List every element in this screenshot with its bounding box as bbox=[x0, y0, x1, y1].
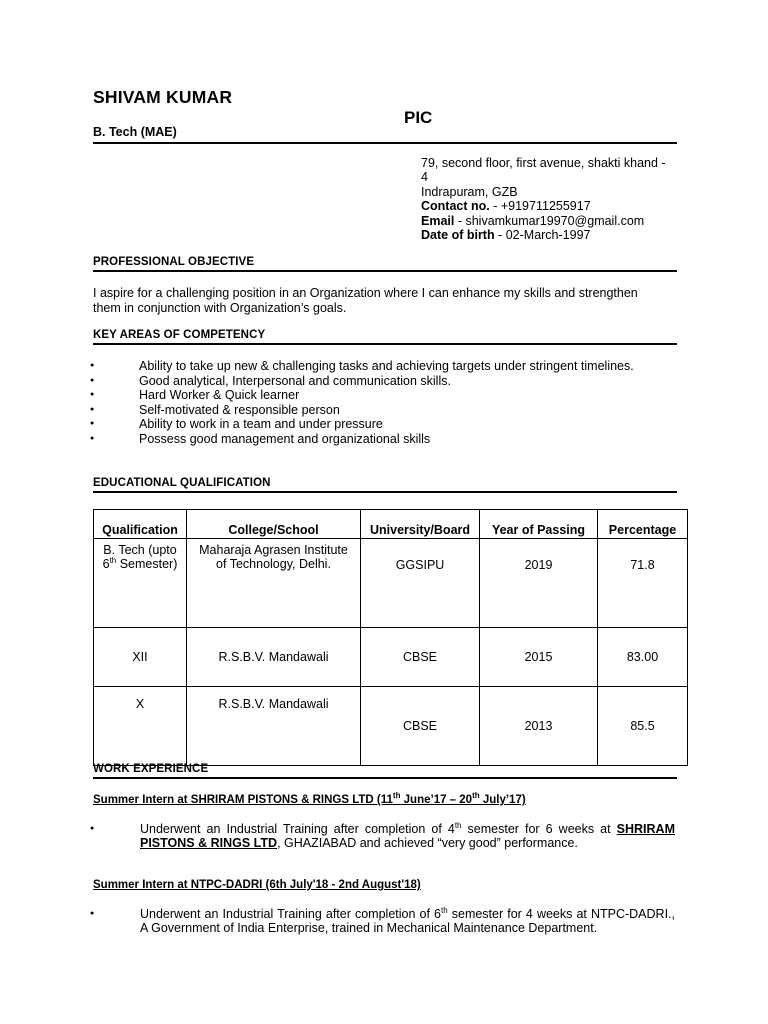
description-part: , GHAZIABAD and achieved “very good” performance. bbox=[277, 836, 578, 851]
semester-number: 6 bbox=[102, 557, 110, 571]
description-part: semester for 4 weeks at NTPC-DADRI., A Government of India Enterprise, trained in Mechanical Maintenance Department. bbox=[140, 907, 675, 936]
board-cell: GGSIPU bbox=[361, 539, 480, 628]
education-table bbox=[93, 509, 688, 766]
address-line: 4 bbox=[421, 170, 428, 185]
description-part: Underwent an Industrial Training after completion of 4 bbox=[140, 822, 455, 836]
degree-label: B. Tech (MAE) bbox=[93, 125, 177, 139]
dob-label: Date of birth bbox=[421, 228, 495, 243]
column-header: College/School bbox=[187, 510, 361, 539]
qualification-cell: X bbox=[94, 687, 187, 766]
column-header: Year of Passing bbox=[480, 510, 598, 539]
percentage-cell: 83.00 bbox=[598, 628, 688, 687]
description-part: semester for 6 weeks at bbox=[461, 822, 617, 836]
qualification-line bbox=[97, 557, 183, 571]
competency-list bbox=[93, 359, 634, 447]
table-row bbox=[94, 687, 688, 766]
phone-label: Contact no. bbox=[421, 199, 490, 214]
section-divider bbox=[93, 491, 677, 493]
year-cell: 2019 bbox=[480, 539, 598, 628]
ordinal-suffix: th bbox=[472, 791, 480, 801]
job-title-ntpc: Summer Intern at NTPC-DADRI (6th July'18 - 2nd August'18) bbox=[93, 879, 421, 891]
job-description-shriram bbox=[90, 820, 675, 851]
list-item: ● Possess good management and organizational skills bbox=[93, 432, 634, 447]
ordinal-suffix: th bbox=[440, 905, 448, 915]
job-description-text bbox=[140, 822, 675, 851]
table-header-row bbox=[94, 510, 688, 539]
college-cell: R.S.B.V. Mandawali bbox=[187, 687, 361, 766]
list-item: ● Good analytical, Interpersonal and communication skills. bbox=[93, 374, 634, 389]
percentage-cell: 71.8 bbox=[598, 539, 688, 628]
phone-value: - +919711255917 bbox=[489, 199, 591, 214]
table-row bbox=[94, 628, 688, 687]
year-cell: 2015 bbox=[480, 628, 598, 687]
section-heading-work: WORK EXPERIENCE bbox=[93, 763, 209, 775]
dob-value: - 02-March-1997 bbox=[494, 228, 591, 243]
email-label: Email bbox=[421, 213, 455, 228]
ordinal-suffix: th bbox=[454, 820, 462, 830]
college-cell: R.S.B.V. Mandawali bbox=[187, 628, 361, 687]
company-name: SHRIRAM PISTONS & RINGS LTD bbox=[140, 822, 675, 851]
bullet-icon: ● bbox=[90, 910, 95, 917]
section-divider bbox=[93, 343, 677, 345]
qualification-cell bbox=[94, 539, 187, 628]
photo-placeholder-label: PIC bbox=[404, 108, 433, 127]
job-title-part: Summer Intern at SHRIRAM PISTONS & RINGS LTD (11 bbox=[93, 794, 393, 806]
list-item: ● Ability to work in a team and under pressure bbox=[93, 417, 634, 432]
column-header: University/Board bbox=[361, 510, 480, 539]
bullet-icon: ● bbox=[90, 825, 95, 832]
section-heading-competency: KEY AREAS OF COMPETENCY bbox=[93, 329, 266, 341]
list-item: ● Ability to take up new & challenging tasks and achieving targets under stringent timelines. bbox=[93, 359, 634, 374]
job-title-part: July’17) bbox=[479, 794, 526, 806]
year-cell: 2013 bbox=[480, 687, 598, 766]
column-header: Qualification bbox=[94, 510, 187, 539]
job-title-part: June’17 – 20 bbox=[400, 794, 473, 806]
header-divider bbox=[93, 142, 677, 144]
ordinal-suffix: th bbox=[392, 791, 401, 801]
board-cell: CBSE bbox=[361, 628, 480, 687]
college-cell bbox=[187, 539, 361, 628]
objective-line: I aspire for a challenging position in an Organization where I can enhance my skills and strengthen bbox=[93, 286, 638, 300]
qualification-line: B. Tech (upto bbox=[103, 543, 177, 557]
section-divider bbox=[93, 270, 677, 272]
semester-text: Semester) bbox=[116, 557, 178, 571]
candidate-name: SHIVAM KUMAR bbox=[93, 87, 233, 107]
list-item: ● Hard Worker & Quick learner bbox=[93, 388, 634, 403]
board-cell: CBSE bbox=[361, 687, 480, 766]
section-divider bbox=[93, 777, 677, 779]
college-line: of Technology, Delhi. bbox=[216, 557, 331, 571]
description-part: Underwent an Industrial Training after completion of 6 bbox=[140, 907, 441, 921]
job-title-shriram bbox=[93, 791, 526, 806]
contact-block bbox=[421, 156, 683, 242]
objective-line: them in conjunction with Organization’s goals. bbox=[93, 300, 347, 315]
address-line: Indrapuram, GZB bbox=[421, 184, 518, 199]
job-description-ntpc bbox=[90, 905, 675, 936]
job-description-text bbox=[140, 907, 675, 936]
ordinal-suffix: th bbox=[109, 555, 117, 565]
section-heading-education: EDUCATIONAL QUALIFICATION bbox=[93, 477, 271, 489]
percentage-cell: 85.5 bbox=[598, 687, 688, 766]
address-line: 79, second floor, first avenue, shakti khand - bbox=[421, 156, 666, 170]
table-row bbox=[94, 539, 688, 628]
objective-text bbox=[93, 286, 683, 315]
email-value: - shivamkumar19970@gmail.com bbox=[454, 213, 645, 228]
column-header: Percentage bbox=[598, 510, 688, 539]
dob-row bbox=[421, 228, 683, 242]
qualification-cell: XII bbox=[94, 628, 187, 687]
college-line: Maharaja Agrasen Institute bbox=[199, 543, 348, 557]
phone-row bbox=[421, 199, 683, 213]
email-row bbox=[421, 214, 683, 228]
list-item: ● Self-motivated & responsible person bbox=[93, 403, 634, 418]
section-heading-objective: PROFESSIONAL OBJECTIVE bbox=[93, 256, 255, 268]
